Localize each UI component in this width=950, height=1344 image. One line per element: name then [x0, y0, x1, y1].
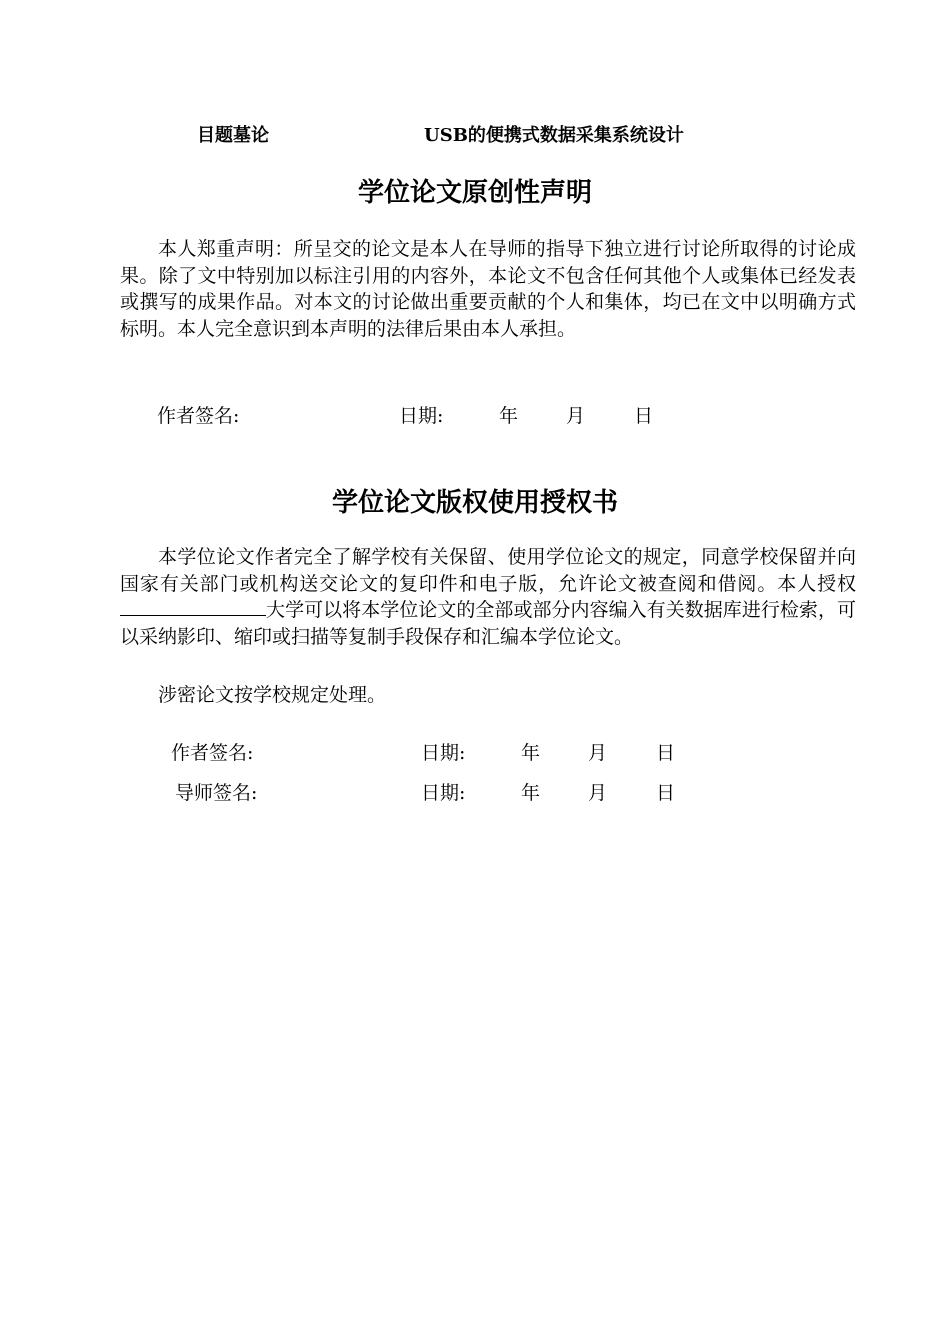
- day-label: 日: [656, 742, 676, 764]
- month-label: 月: [588, 742, 608, 764]
- date-label: 日期:: [421, 742, 466, 764]
- day-label: 日: [634, 405, 654, 427]
- author-signature-label: 作者签名:: [171, 742, 254, 764]
- year-label: 年: [521, 782, 541, 804]
- supervisor-signature-label: 导师签名:: [175, 782, 258, 804]
- date-label: 日期:: [399, 405, 444, 427]
- secrecy-note: 涉密论文按学校规定处理。: [158, 684, 387, 706]
- month-label: 月: [588, 782, 608, 804]
- author-signature-label: 作者签名:: [157, 405, 240, 427]
- originality-statement-title: 学位论文原创性声明: [357, 178, 592, 208]
- day-label: 日: [656, 782, 676, 804]
- date-label: 日期:: [421, 782, 466, 804]
- thesis-title: USB的便携式数据采集系统设计: [424, 125, 684, 146]
- university-name-blank: [120, 597, 266, 616]
- originality-statement-body: 本人郑重声明：所呈交的论文是本人在导师的指导下独立进行讨论所取得的讨论成果。除了文中特别加以标注引用的内容外，本论文不包含任何其他个人或集体已经发表或撰写的成果作品。对本文的讨论做出重要贡献的个人和集体，均已在文中以明确方式标明。本人完全意识到本声明的法律后果由本人承担。: [120, 238, 856, 340]
- month-label: 月: [566, 405, 586, 427]
- authorization-body-part-1: 本学位论文作者完全了解学校有关保留、使用学位论文的规定，同意学校保留并向国家有关部门或机构送交论文的复印件和电子版，允许论文被查阅和借阅。本人授权: [120, 546, 856, 595]
- authorization-letter-title: 学位论文版权使用授权书: [331, 488, 618, 518]
- authorization-body-part-2: 大学可以将本学位论文的全部或部分内容编入有关数据库进行检索，可以采纳影印、缩印或扫描等复制手段保存和汇编本学位论文。: [120, 599, 856, 648]
- year-label: 年: [499, 405, 519, 427]
- authorization-letter-body: [120, 544, 856, 650]
- header-label: 目题墓论: [197, 125, 269, 146]
- year-label: 年: [521, 742, 541, 764]
